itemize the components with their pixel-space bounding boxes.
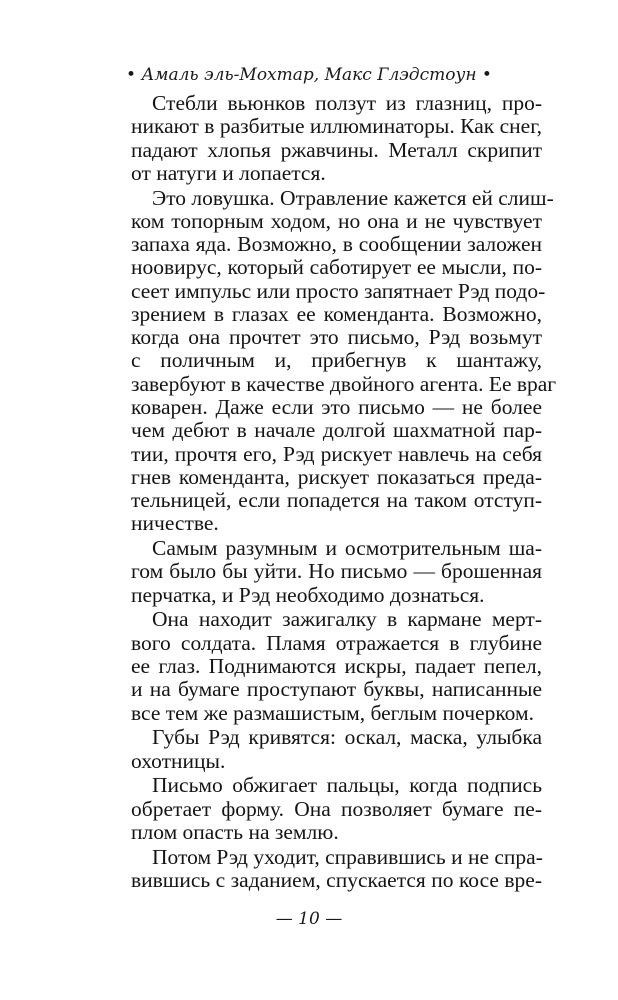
text-line: нoовирус, который саботирует ее мысли, по- xyxy=(131,255,542,279)
text-line: зрением в глазах ее коменданта. Возможно, xyxy=(131,302,542,326)
text-line: тельницей, если попадется на таком отступ- xyxy=(131,488,542,512)
text-line: коварен. Даже если это письмо — не более xyxy=(131,395,542,419)
text-line: Это ловушка. Отравление кажется ей слиш- xyxy=(152,186,554,210)
text-line: все тем же размашистым, беглым почерком. xyxy=(131,701,534,725)
text-line: Письмо обжигает пальцы, когда подпись xyxy=(152,773,542,797)
text-line: Стебли вьюнков ползут из глазниц, про- xyxy=(152,91,542,115)
text-line: с поличным и, прибегнув к шантажу, xyxy=(131,348,542,372)
text-line: когда она прочтет это письмо, Рэд возьмут xyxy=(131,325,542,349)
text-line: плом опасть на землю. xyxy=(131,820,339,844)
text-line: завербуют в качестве двойного агента. Ее враг xyxy=(131,372,557,396)
text-line: обретает форму. Она позволяет бумаге пе- xyxy=(131,797,542,821)
text-line: сеет импульс или просто запятнает Рэд подо- xyxy=(131,279,546,303)
text-line: гом было бы уйти. Но письмо — брошенная xyxy=(131,559,542,583)
text-line: чем дебют в начале долгой шахматной пар- xyxy=(131,418,542,442)
text-line: вого солдата. Пламя отражается в глубине xyxy=(131,631,542,655)
text-line: ее глаз. Поднимаются искры, падает пепел, xyxy=(131,654,542,678)
text-line: никают в разбитые иллюминаторы. Как снег, xyxy=(131,114,542,138)
text-line: падают хлопья ржавчины. Металл скрипит xyxy=(131,138,542,162)
text-line: вившись с заданием, спускается по косе вре- xyxy=(131,868,542,892)
text-line: Потом Рэд уходит, справившись и не спра- xyxy=(152,845,543,869)
text-line: и на бумаге проступают буквы, написанные xyxy=(131,677,542,701)
text-line: тии, прочтя его, Рэд рискует навлечь на себя xyxy=(131,442,542,466)
text-line: запаха яда. Возможно, в сообщении заложен xyxy=(131,232,542,256)
text-line: Губы Рэд кривятся: оскал, маска, улыбка xyxy=(152,725,542,749)
text-line: ком топорным ходом, но она и не чувствует xyxy=(131,209,542,233)
text-line: ничестве. xyxy=(131,511,219,535)
text-line: от натуги и лопается. xyxy=(131,161,326,185)
text-line: гнев коменданта, рискует показаться преда- xyxy=(131,465,542,489)
running-header: • Амаль эль-Мохтар, Макс Глэдстоун • xyxy=(126,65,492,85)
text-line: охотницы. xyxy=(131,749,226,773)
text-line: Она находит зажигалку в кармане мерт- xyxy=(152,607,542,631)
page-number: — 10 — xyxy=(275,909,343,929)
text-line: перчатка, и Рэд необходимо дознаться. xyxy=(131,583,485,607)
text-line: Самым разумным и осмотрительным ша- xyxy=(152,536,542,560)
